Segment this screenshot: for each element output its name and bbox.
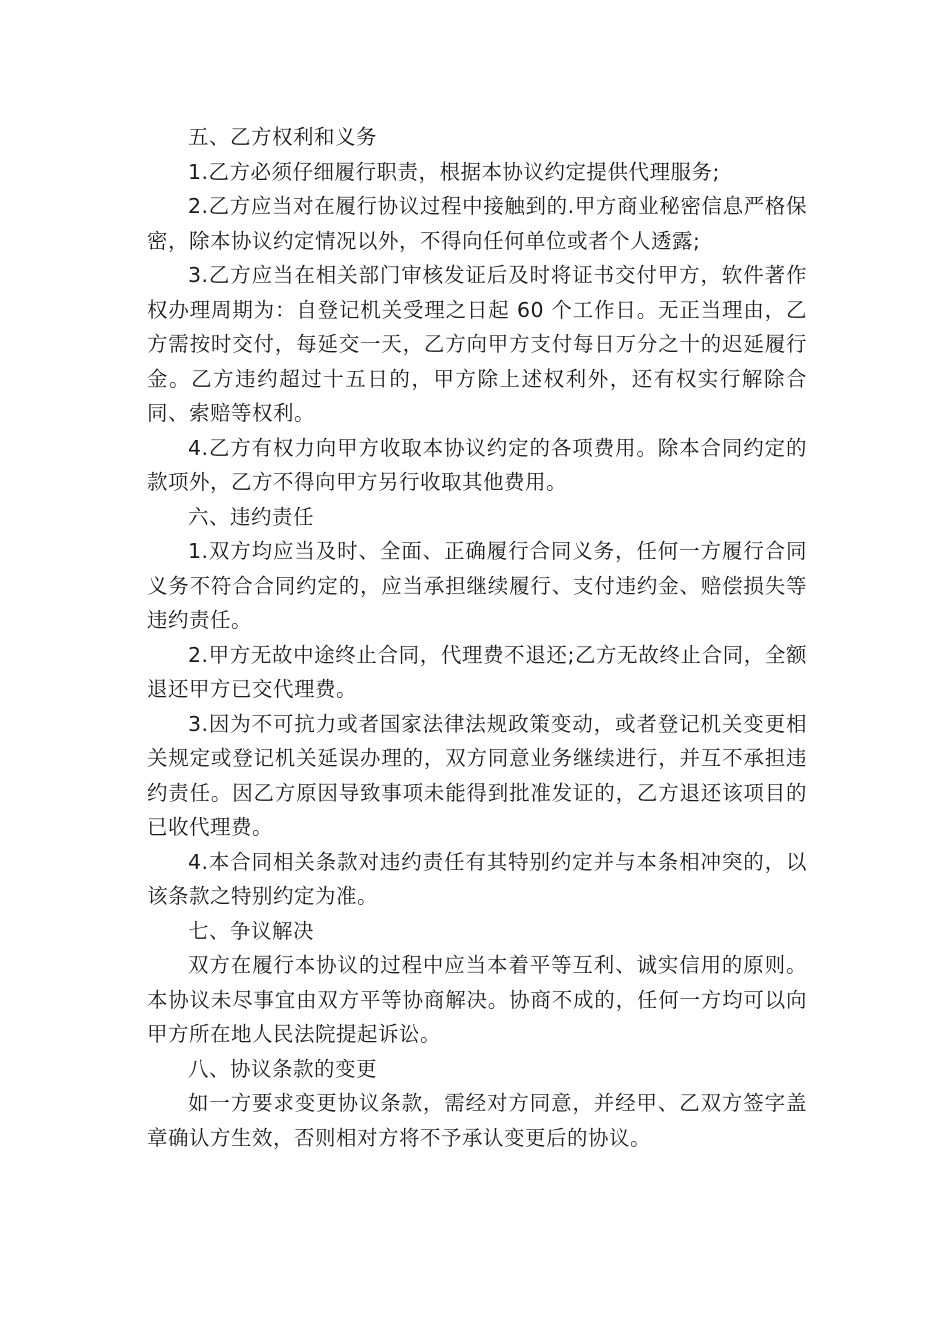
- clause-8-body: 如一方要求变更协议条款，需经对方同意，并经甲、乙双方签字盖章确认方生效，否则相对方将不予承认变更后的协议。: [147, 1091, 807, 1150]
- clause-6-3: 3.因为不可抗力或者国家法律法规政策变动，或者登记机关变更相关规定或登记机关延误办理的，双方同意业务继续进行，并互不承担违约责任。因乙方原因导致事项未能得到批准发证的，乙方退还该项目的已收代理费。: [147, 711, 807, 839]
- clause-5-4: 4.乙方有权力向甲方收取本协议约定的各项费用。除本合同约定的款项外，乙方不得向甲方另行收取其他费用。: [147, 435, 807, 494]
- clause-5-1: 1.乙方必须仔细履行职责，根据本协议约定提供代理服务;: [188, 159, 720, 184]
- document-body: [147, 120, 807, 1155]
- clause-6-1: 1.双方均应当及时、全面、正确履行合同义务，任何一方履行合同义务不符合合同约定的，应当承担继续履行、支付违约金、赔偿损失等违约责任。: [147, 539, 807, 632]
- clause-6-4: 4.本合同相关条款对违约责任有其特别约定并与本条相冲突的，以该条款之特别约定为准。: [147, 849, 807, 908]
- clause-5-3: 3.乙方应当在相关部门审核发证后及时将证书交付甲方，软件著作权办理周期为：自登记机关受理之日起 60 个工作日。无正当理由，乙方需按时交付，每延交一天，乙方向甲方支付每日万分之十的迟延履行金。乙方违约超过十五日的，甲方除上述权利外，还有权实行解除合同、索赔等权利。: [147, 263, 807, 425]
- section-heading-8: 八、协议条款的变更: [188, 1056, 377, 1081]
- section-heading-7: 七、争议解决: [188, 918, 314, 943]
- section-heading-5: 五、乙方权利和义务: [188, 125, 377, 149]
- section-heading-6: 六、违约责任: [188, 504, 314, 529]
- clause-5-2: 2.乙方应当对在履行协议过程中接触到的.甲方商业秘密信息严格保密，除本协议约定情况以外，不得向任何单位或者个人透露;: [147, 194, 807, 253]
- clause-6-2: 2.甲方无故中途终止合同，代理费不退还;乙方无故终止合同，全额退还甲方已交代理费。: [147, 642, 807, 701]
- clause-7-body: 双方在履行本协议的过程中应当本着平等互利、诚实信用的原则。本协议未尽事宜由双方平等协商解决。协商不成的，任何一方均可以向甲方所在地人民法院提起诉讼。: [147, 953, 807, 1046]
